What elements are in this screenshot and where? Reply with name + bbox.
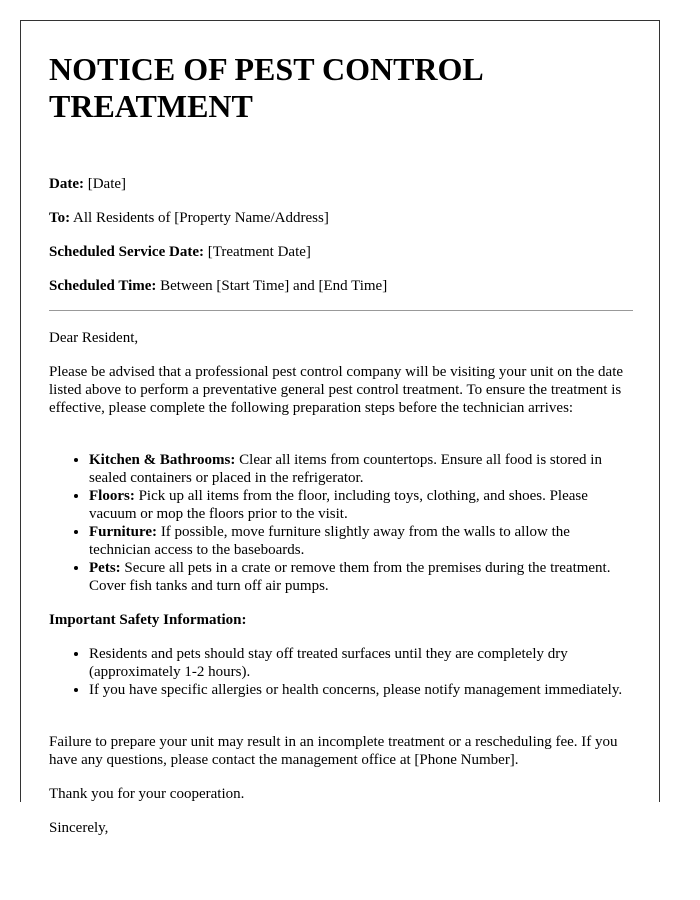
prep-step-text: Secure all pets in a crate or remove them from the premises during the treatment. Cover fish tanks and turn off air pumps. (89, 560, 611, 594)
list-item (89, 487, 633, 523)
notice-title: NOTICE OF PEST CONTROL TREATMENT (49, 51, 482, 124)
prep-step-label: Floors: (89, 488, 135, 504)
service-date-line (49, 243, 633, 261)
date-label: Date: (49, 176, 84, 192)
recipient-line (49, 209, 633, 227)
recipient-label: To: (49, 210, 71, 226)
prep-steps-list (49, 451, 633, 595)
prep-step-text: Pick up all items from the floor, including toys, clothing, and shoes. Please vacuum or mop the floors prior to the visit. (89, 488, 588, 522)
service-time-label: Scheduled Time: (49, 278, 157, 294)
prep-step-label: Kitchen & Bathrooms: (89, 452, 236, 468)
intro-paragraph: Please be advised that a professional pest control company will be visiting your unit on the date listed above to perform a preventative general pest control treatment. To ensure the treatment is effective, please complete the following preparation steps before the technician arrives: (49, 364, 624, 416)
thanks-line: Thank you for your cooperation. (49, 786, 245, 802)
signoff-line: Sincerely, (49, 820, 109, 836)
notice-document (20, 20, 660, 836)
salutation: Dear Resident, (49, 330, 139, 346)
service-time-value: Between [Start Time] and [End Time] (156, 278, 388, 294)
date-value: [Date] (83, 176, 127, 192)
safety-heading (49, 611, 633, 629)
list-item: • If you have specific allergies or health concerns, please notify management immediately. (89, 681, 633, 699)
prep-step-text: If possible, move furniture slightly away from the walls to allow the technician access to the baseboards. (89, 524, 570, 558)
list-item (89, 451, 633, 487)
list-item (89, 523, 633, 559)
section-divider (49, 310, 633, 311)
safety-list (49, 645, 633, 699)
list-item: • Residents and pets should stay off treated surfaces until they are completely dry (approximately 1-2 hours). (89, 645, 633, 681)
date-line (49, 175, 633, 193)
service-date-label: Scheduled Service Date: (49, 244, 204, 260)
safety-heading-text: Important Safety Information: (49, 612, 247, 628)
prep-step-text: Clear all items from countertops. Ensure all food is stored in sealed containers or placed in the refrigerator. (89, 452, 602, 486)
service-time-line (49, 277, 633, 295)
closing-paragraph: Failure to prepare your unit may result in an incomplete treatment or a rescheduling fee. If you have any questions, please contact the management office at [Phone Number]. (49, 734, 618, 768)
service-date-value: [Treatment Date] (203, 244, 311, 260)
prep-step-label: Pets: (89, 560, 121, 576)
list-item (89, 559, 633, 595)
prep-step-label: Furniture: (89, 524, 158, 540)
recipient-value: All Residents of [Property Name/Address] (70, 210, 329, 226)
